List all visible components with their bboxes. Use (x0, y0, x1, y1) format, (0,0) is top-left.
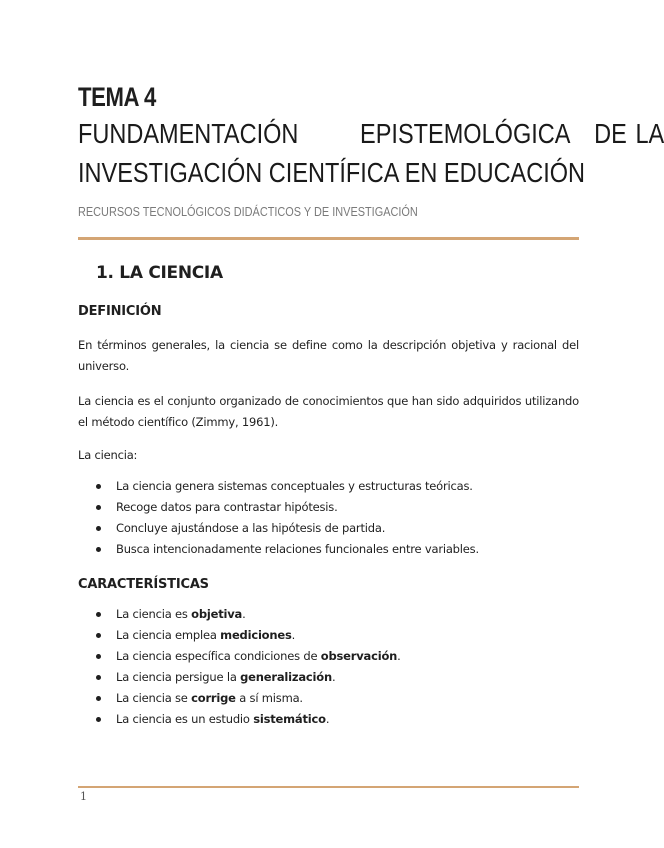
list-item (78, 497, 579, 518)
list-item (78, 646, 579, 667)
list-item (78, 539, 579, 560)
tema-label: TEMA 4 (78, 82, 156, 112)
item-text: . (397, 649, 401, 663)
definicion-paragraph: La ciencia es el conjunto organizado de conocimientos que han sido adquiridos utilizando el método científico (Zimmy, 1961). (78, 394, 579, 429)
footer-divider (78, 786, 579, 788)
item-text: a sí misma. (235, 691, 303, 705)
section-heading: 1. LA CIENCIA (96, 263, 223, 283)
list-item (78, 476, 579, 497)
document-subtitle: RECURSOS TECNOLÓGICOS DIDÁCTICOS Y DE INVESTIGACIÓN (78, 204, 418, 219)
bullet-icon (96, 633, 101, 638)
list-item (78, 625, 579, 646)
title-word: DE (593, 118, 627, 149)
item-text: . (331, 670, 336, 684)
list-item-text: La ciencia genera sistemas conceptuales y estructuras teóricas. (116, 479, 473, 493)
bullet-icon (96, 717, 101, 722)
caracteristicas-heading: CARACTERÍSTICAS (78, 577, 209, 592)
item-text: . (325, 712, 330, 726)
item-emphasis: observación (320, 649, 398, 663)
list-item (78, 518, 579, 539)
list-item-text: Busca intencionadamente relaciones funcionales entre variables. (116, 542, 479, 556)
title-word: EPISTEMOLÓGICA (360, 118, 571, 149)
list-item (78, 709, 579, 730)
caracteristicas-list (78, 604, 579, 730)
document-title-line-2: INVESTIGACIÓN CIENTÍFICA EN EDUCACIÓN (78, 157, 586, 188)
item-emphasis: objetiva (191, 607, 243, 621)
bullet-icon (96, 484, 101, 489)
ciencia-list (78, 476, 579, 560)
header-divider (78, 237, 579, 240)
item-text: La ciencia es un estudio (116, 712, 254, 726)
item-text: La ciencia es (116, 607, 192, 621)
item-text: La ciencia emplea (116, 628, 221, 642)
definicion-paragraph: La ciencia: (78, 448, 138, 462)
bullet-icon (96, 547, 101, 552)
list-item (78, 688, 579, 709)
item-text: La ciencia específica condiciones de (116, 649, 321, 663)
item-text: . (242, 607, 246, 621)
bullet-icon (96, 526, 101, 531)
bullet-icon (96, 505, 101, 510)
list-item-text: Concluye ajustándose a las hipótesis de partida. (116, 521, 386, 535)
bullet-icon (96, 612, 101, 617)
item-emphasis: corrige (191, 691, 236, 705)
bullet-icon (96, 654, 101, 659)
definicion-paragraph: En términos generales, la ciencia se define como la descripción objetiva y racional del universo. (78, 338, 579, 373)
item-emphasis: mediciones (220, 628, 292, 642)
title-word: FUNDAMENTACIÓN (78, 118, 299, 149)
document-page (78, 80, 664, 730)
item-text: La ciencia se (116, 691, 192, 705)
item-text: La ciencia persigue la (116, 670, 241, 684)
item-text: . (291, 628, 296, 642)
item-emphasis: sistemático (253, 712, 326, 726)
list-item (78, 667, 579, 688)
list-item-text: Recoge datos para contrastar hipótesis. (116, 500, 338, 514)
list-item (78, 604, 579, 625)
definicion-heading: DEFINICIÓN (78, 304, 162, 319)
bullet-icon (96, 675, 101, 680)
document-title-line-1 (78, 114, 664, 153)
title-word: LA (635, 118, 664, 149)
item-emphasis: generalización (240, 670, 332, 684)
page-number: 1 (80, 790, 87, 803)
bullet-icon (96, 696, 101, 701)
